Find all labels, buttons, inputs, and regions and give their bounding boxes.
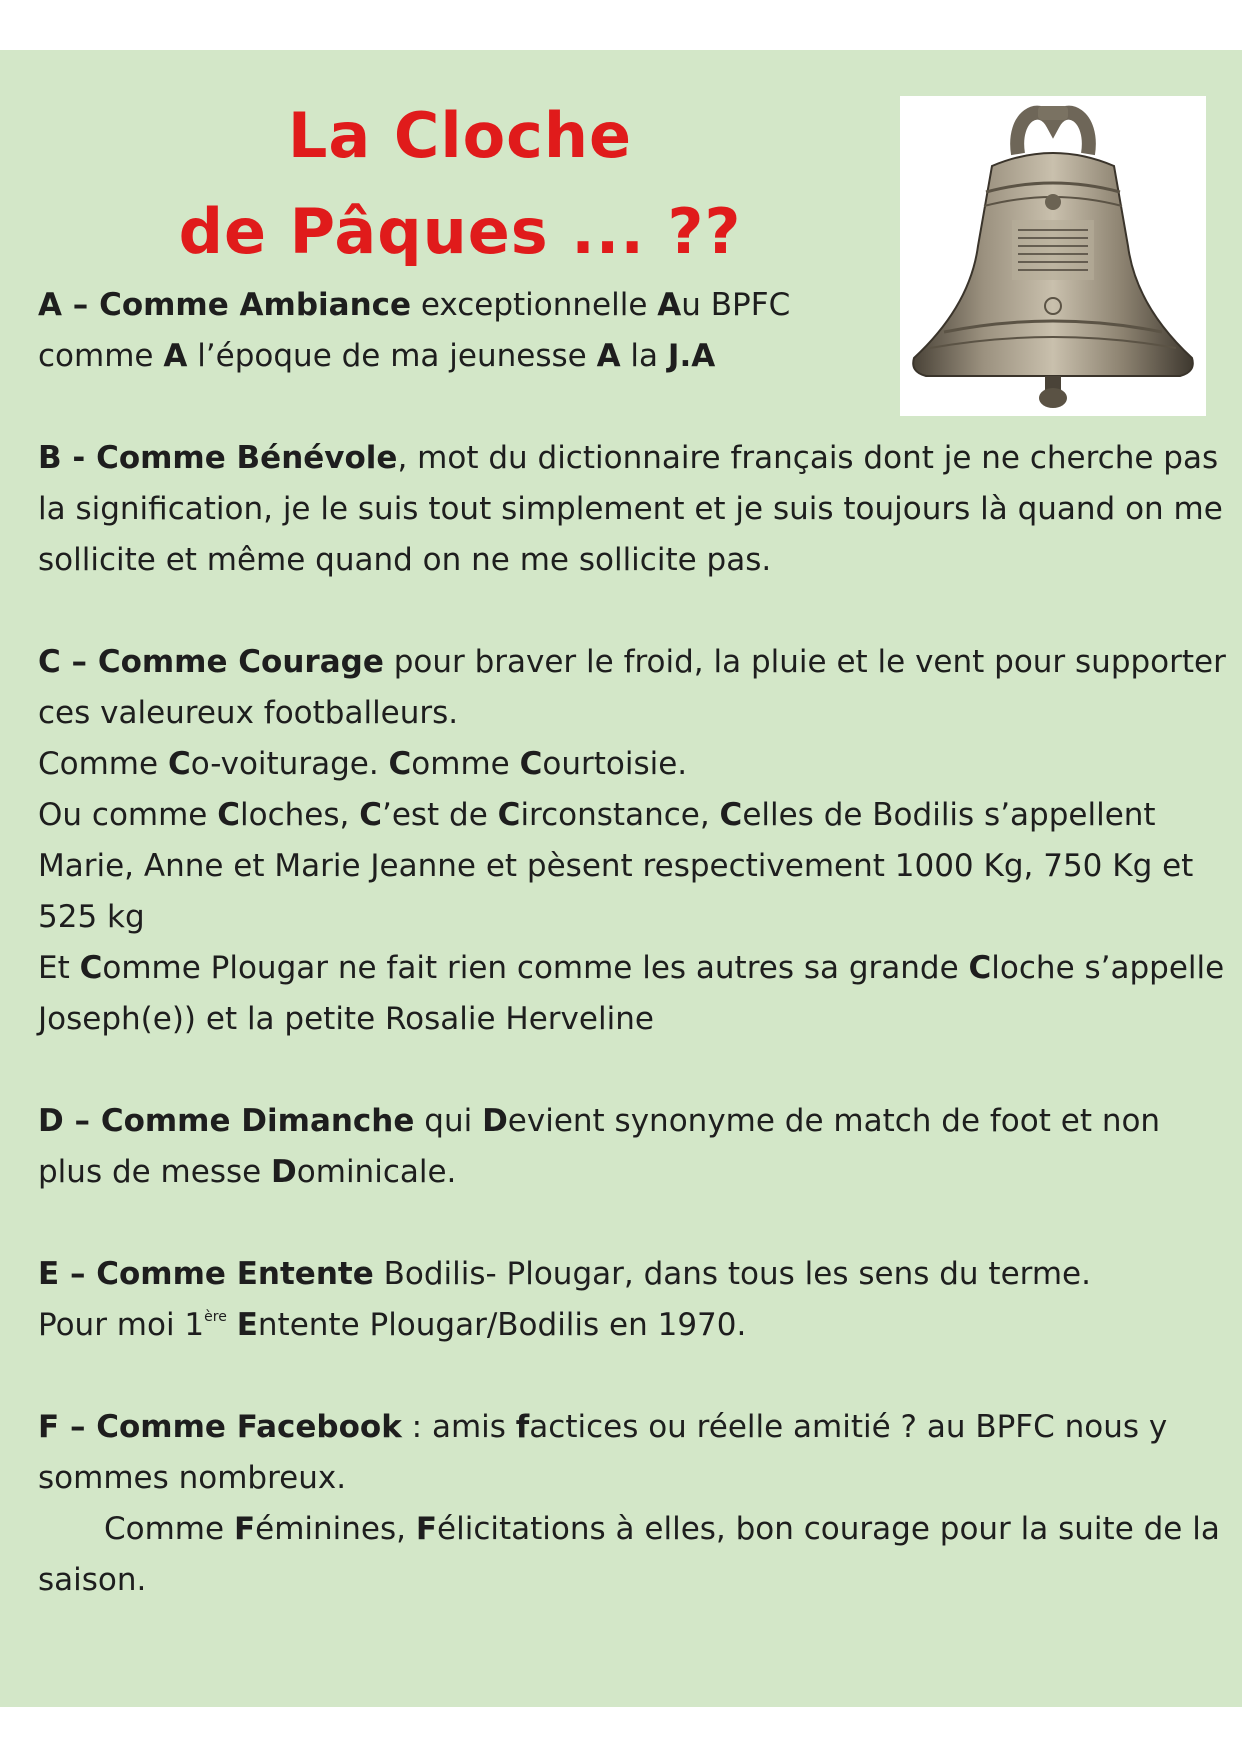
section-a-line-2: comme A l’époque de ma jeunesse A la J.A (38, 338, 716, 374)
title-line-1: La Cloche (287, 99, 633, 172)
title-line-2: de Pâques ... ?? (178, 195, 742, 268)
section-e-line-2: Pour moi 1ère Entente Plougar/Bodilis en 1970. (38, 1307, 747, 1343)
section-c-line-2: Comme Co-voiturage. Comme Courtoisie. (38, 746, 688, 782)
section-f-line-1: F – Comme Facebook : amis factices ou réelle amitié ? au BPFC nous y sommes nombreux. (38, 1409, 1168, 1496)
section-c-line-1: C – Comme Courage pour braver le froid, la pluie et le vent pour supporter ces valeureux footballeurs. (38, 644, 1226, 731)
section-b: B - Comme Bénévole, mot du dictionnaire français dont je ne cherche pas la signification, je le suis tout simplement et je suis toujours là quand on me sollicite et même quand on ne me sollicite pas. (38, 440, 1223, 578)
article-body (38, 280, 1228, 1606)
page-title (100, 88, 820, 280)
section-a-line-1: A – Comme Ambiance exceptionnelle Au BPFC (38, 287, 791, 323)
section-e-line-1: E – Comme Entente Bodilis- Plougar, dans tous les sens du terme. (38, 1256, 1091, 1292)
section-f-line-2: Comme Féminines, Félicitations à elles, bon courage pour la suite de la saison. (38, 1511, 1220, 1598)
section-c-line-4: Et Comme Plougar ne fait rien comme les autres sa grande Cloche s’appelle Joseph(e)) et la petite Rosalie Herveline (38, 950, 1225, 1037)
section-c-line-3: Ou comme Cloches, C’est de Circonstance, Celles de Bodilis s’appellent Marie, Anne et Marie Jeanne et pèsent respectivement 1000 Kg, 750 Kg et 525 kg (38, 797, 1194, 935)
section-d: D – Comme Dimanche qui Devient synonyme de match de foot et non plus de messe Dominicale. (38, 1103, 1161, 1190)
